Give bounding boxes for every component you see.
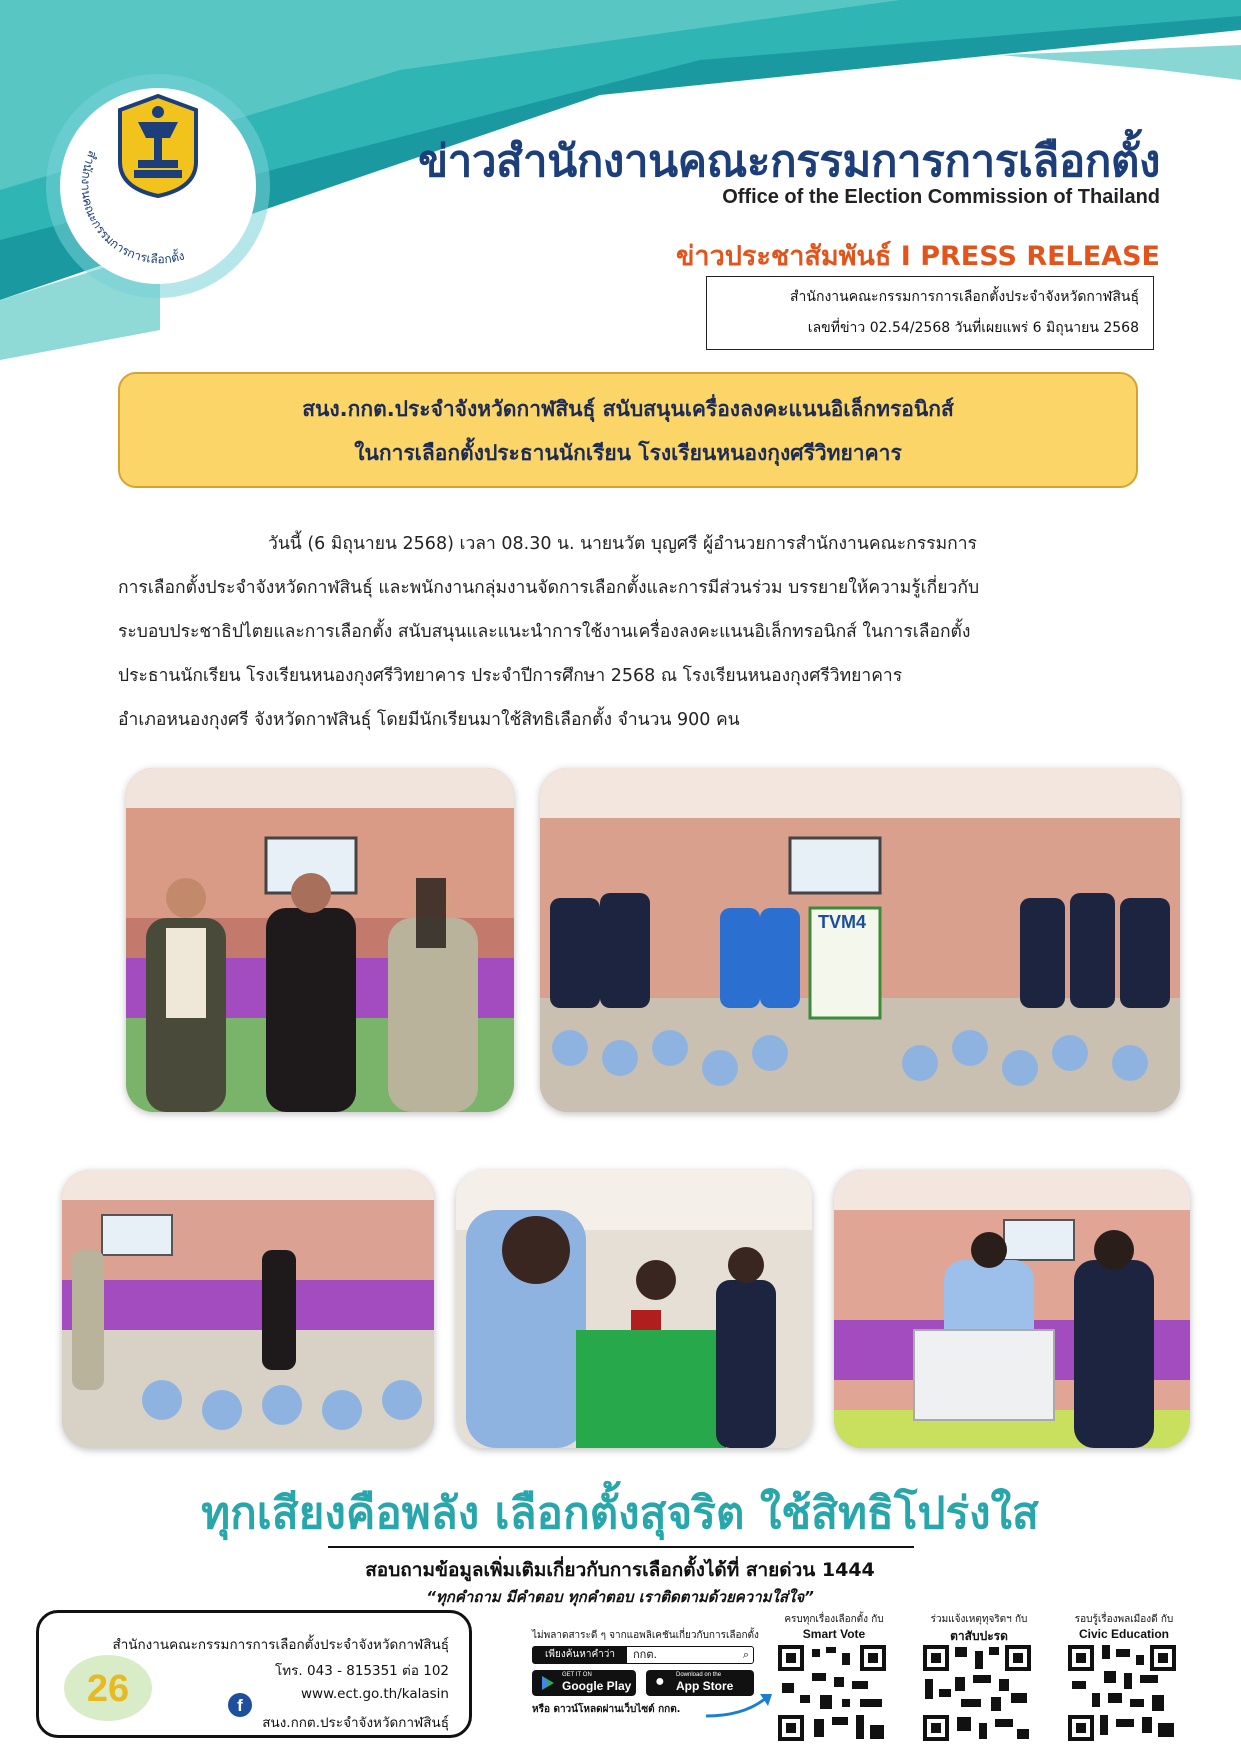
- app-search-bar: [532, 1646, 754, 1664]
- logo-arc-text: [70, 110, 250, 270]
- body-line: วันนี้ (6 มิถุนายน 2568) เวลา 08.30 น. นายนวัต บุญศรี ผู้อำนวยการสำนักงานคณะกรรมการ: [268, 534, 977, 554]
- headline-box: [118, 372, 1138, 488]
- headline-line-1: สนง.กกต.ประจำจังหวัดกาฬสินธุ์ สนับสนุนเครื่องลงคะแนนอิเล็กทรอนิกส์: [302, 397, 954, 421]
- search-icon: ⌕: [742, 1648, 749, 1661]
- svg-text:สำนักงานคณะกรรมการการเลือกตั้ง: สำนักงานคณะกรรมการการเลือกตั้ง: [78, 148, 187, 267]
- photo-officials: [126, 768, 514, 1112]
- anniversary-badge-icon: [62, 1653, 154, 1723]
- svg-text:26: 26: [86, 1668, 130, 1710]
- press-release-label: ข่าวประชาสัมพันธ์ I PRESS RELEASE: [675, 241, 1160, 272]
- contact-office: สำนักงานคณะกรรมการการเลือกตั้งประจำจังหวัดกาฬสินธุ์: [112, 1637, 449, 1653]
- photo-lecture: [62, 1170, 434, 1448]
- release-info-box: [706, 276, 1154, 350]
- search-value: กกต.: [633, 1648, 657, 1661]
- contact-website[interactable]: www.ect.go.th/kalasin: [301, 1686, 449, 1702]
- slogan: ทุกเสียงคือพลัง เลือกตั้งสุจริต ใช้สิทธิโปร่งใส: [201, 1488, 1039, 1539]
- apple-icon: ●: [655, 1673, 665, 1690]
- quote-text: “ทุกคำถาม มีคำตอบ ทุกคำตอบ เราติดตามด้วยความใส่ใจ”: [426, 1588, 814, 1606]
- news-body: [118, 522, 1138, 742]
- qr-caption-ta-sapparod: ร่วมแจ้งเหตุทุจริตฯ กับ ตาสับปะรด: [930, 1614, 1028, 1643]
- divider: [328, 1546, 914, 1548]
- photo-group-tvm: [540, 768, 1180, 1112]
- qr-code-smart-vote[interactable]: [776, 1643, 888, 1743]
- qr-code-civic-education[interactable]: [1066, 1643, 1178, 1743]
- body-line: การเลือกตั้งประจำจังหวัดกาฬสินธุ์ และพนักงานกลุ่มงานจัดการเลือกตั้งและการมีส่วนร่วม บรรยายให้ความรู้เกี่ยวกับ: [118, 578, 980, 598]
- search-label: เพียงค้นหาคำว่า: [533, 1647, 627, 1663]
- facebook-icon[interactable]: f: [228, 1693, 252, 1717]
- arrow-icon: [704, 1690, 774, 1720]
- app-intro: ไม่พลาดสาระดี ๆ จากแอพลิเคชันเกี่ยวกับการเลือกตั้ง: [532, 1630, 759, 1641]
- header-title-english: Office of the Election Commission of Thailand: [722, 186, 1160, 208]
- body-line: อำเภอหนองกุงศรี จังหวัดกาฬสินธุ์ โดยมีนักเรียนมาใช้สิทธิเลือกตั้ง จำนวน 900 คน: [118, 710, 740, 730]
- download-web-text: หรือ ดาวน์โหลดผ่านเว็บไซต์ กกต.: [532, 1704, 681, 1715]
- qr-caption-smart-vote: ครบทุกเรื่องเลือกตั้ง กับ Smart Vote: [784, 1614, 884, 1641]
- body-line: ระบอบประชาธิปไตยและการเลือกตั้ง สนับสนุนและแนะนำการใช้งานเครื่องลงคะแนนอิเล็กทรอนิกส์ ในการเลือกตั้ง: [118, 622, 971, 642]
- google-play-button[interactable]: GET IT ON Google Play: [532, 1670, 636, 1696]
- qr-code-ta-sapparod[interactable]: [921, 1643, 1033, 1743]
- release-number: เลขที่ข่าว 02.54/2568 วันที่เผยแพร่ 6 มิถุนายน 2568: [807, 320, 1139, 336]
- body-line: ประธานนักเรียน โรงเรียนหนองกุงศรีวิทยาคาร ประจำปีการศึกษา 2568 ณ โรงเรียนหนองกุงศรีวิทยาคาร: [118, 666, 903, 686]
- photo-ballot-box: [834, 1170, 1190, 1448]
- google-play-icon: [540, 1675, 556, 1691]
- headline-line-2: ในการเลือกตั้งประธานนักเรียน โรงเรียนหนองกุงศรีวิทยาคาร: [354, 441, 902, 465]
- office-name: สำนักงานคณะกรรมการการเลือกตั้งประจำจังหวัดกาฬสินธุ์: [789, 289, 1139, 305]
- photo-voting-machine: [456, 1170, 812, 1448]
- hotline-text: สอบถามข้อมูลเพิ่มเติมเกี่ยวกับการเลือกตั้งได้ที่ สายด่วน 1444: [365, 1559, 875, 1581]
- contact-phone: โทร. 043 - 815351 ต่อ 102: [275, 1663, 449, 1679]
- contact-facebook[interactable]: สนง.กกต.ประจำจังหวัดกาฬสินธุ์: [262, 1715, 449, 1731]
- app-store-button[interactable]: ● Download on the App Store: [646, 1670, 754, 1696]
- header-title-thai: ข่าวสำนักงานคณะกรรมการการเลือกตั้ง: [418, 136, 1160, 187]
- tvm-sign: TVM4: [818, 912, 867, 932]
- qr-caption-civic-education: รอบรู้เรื่องพลเมืองดี กับ Civic Education: [1074, 1614, 1174, 1641]
